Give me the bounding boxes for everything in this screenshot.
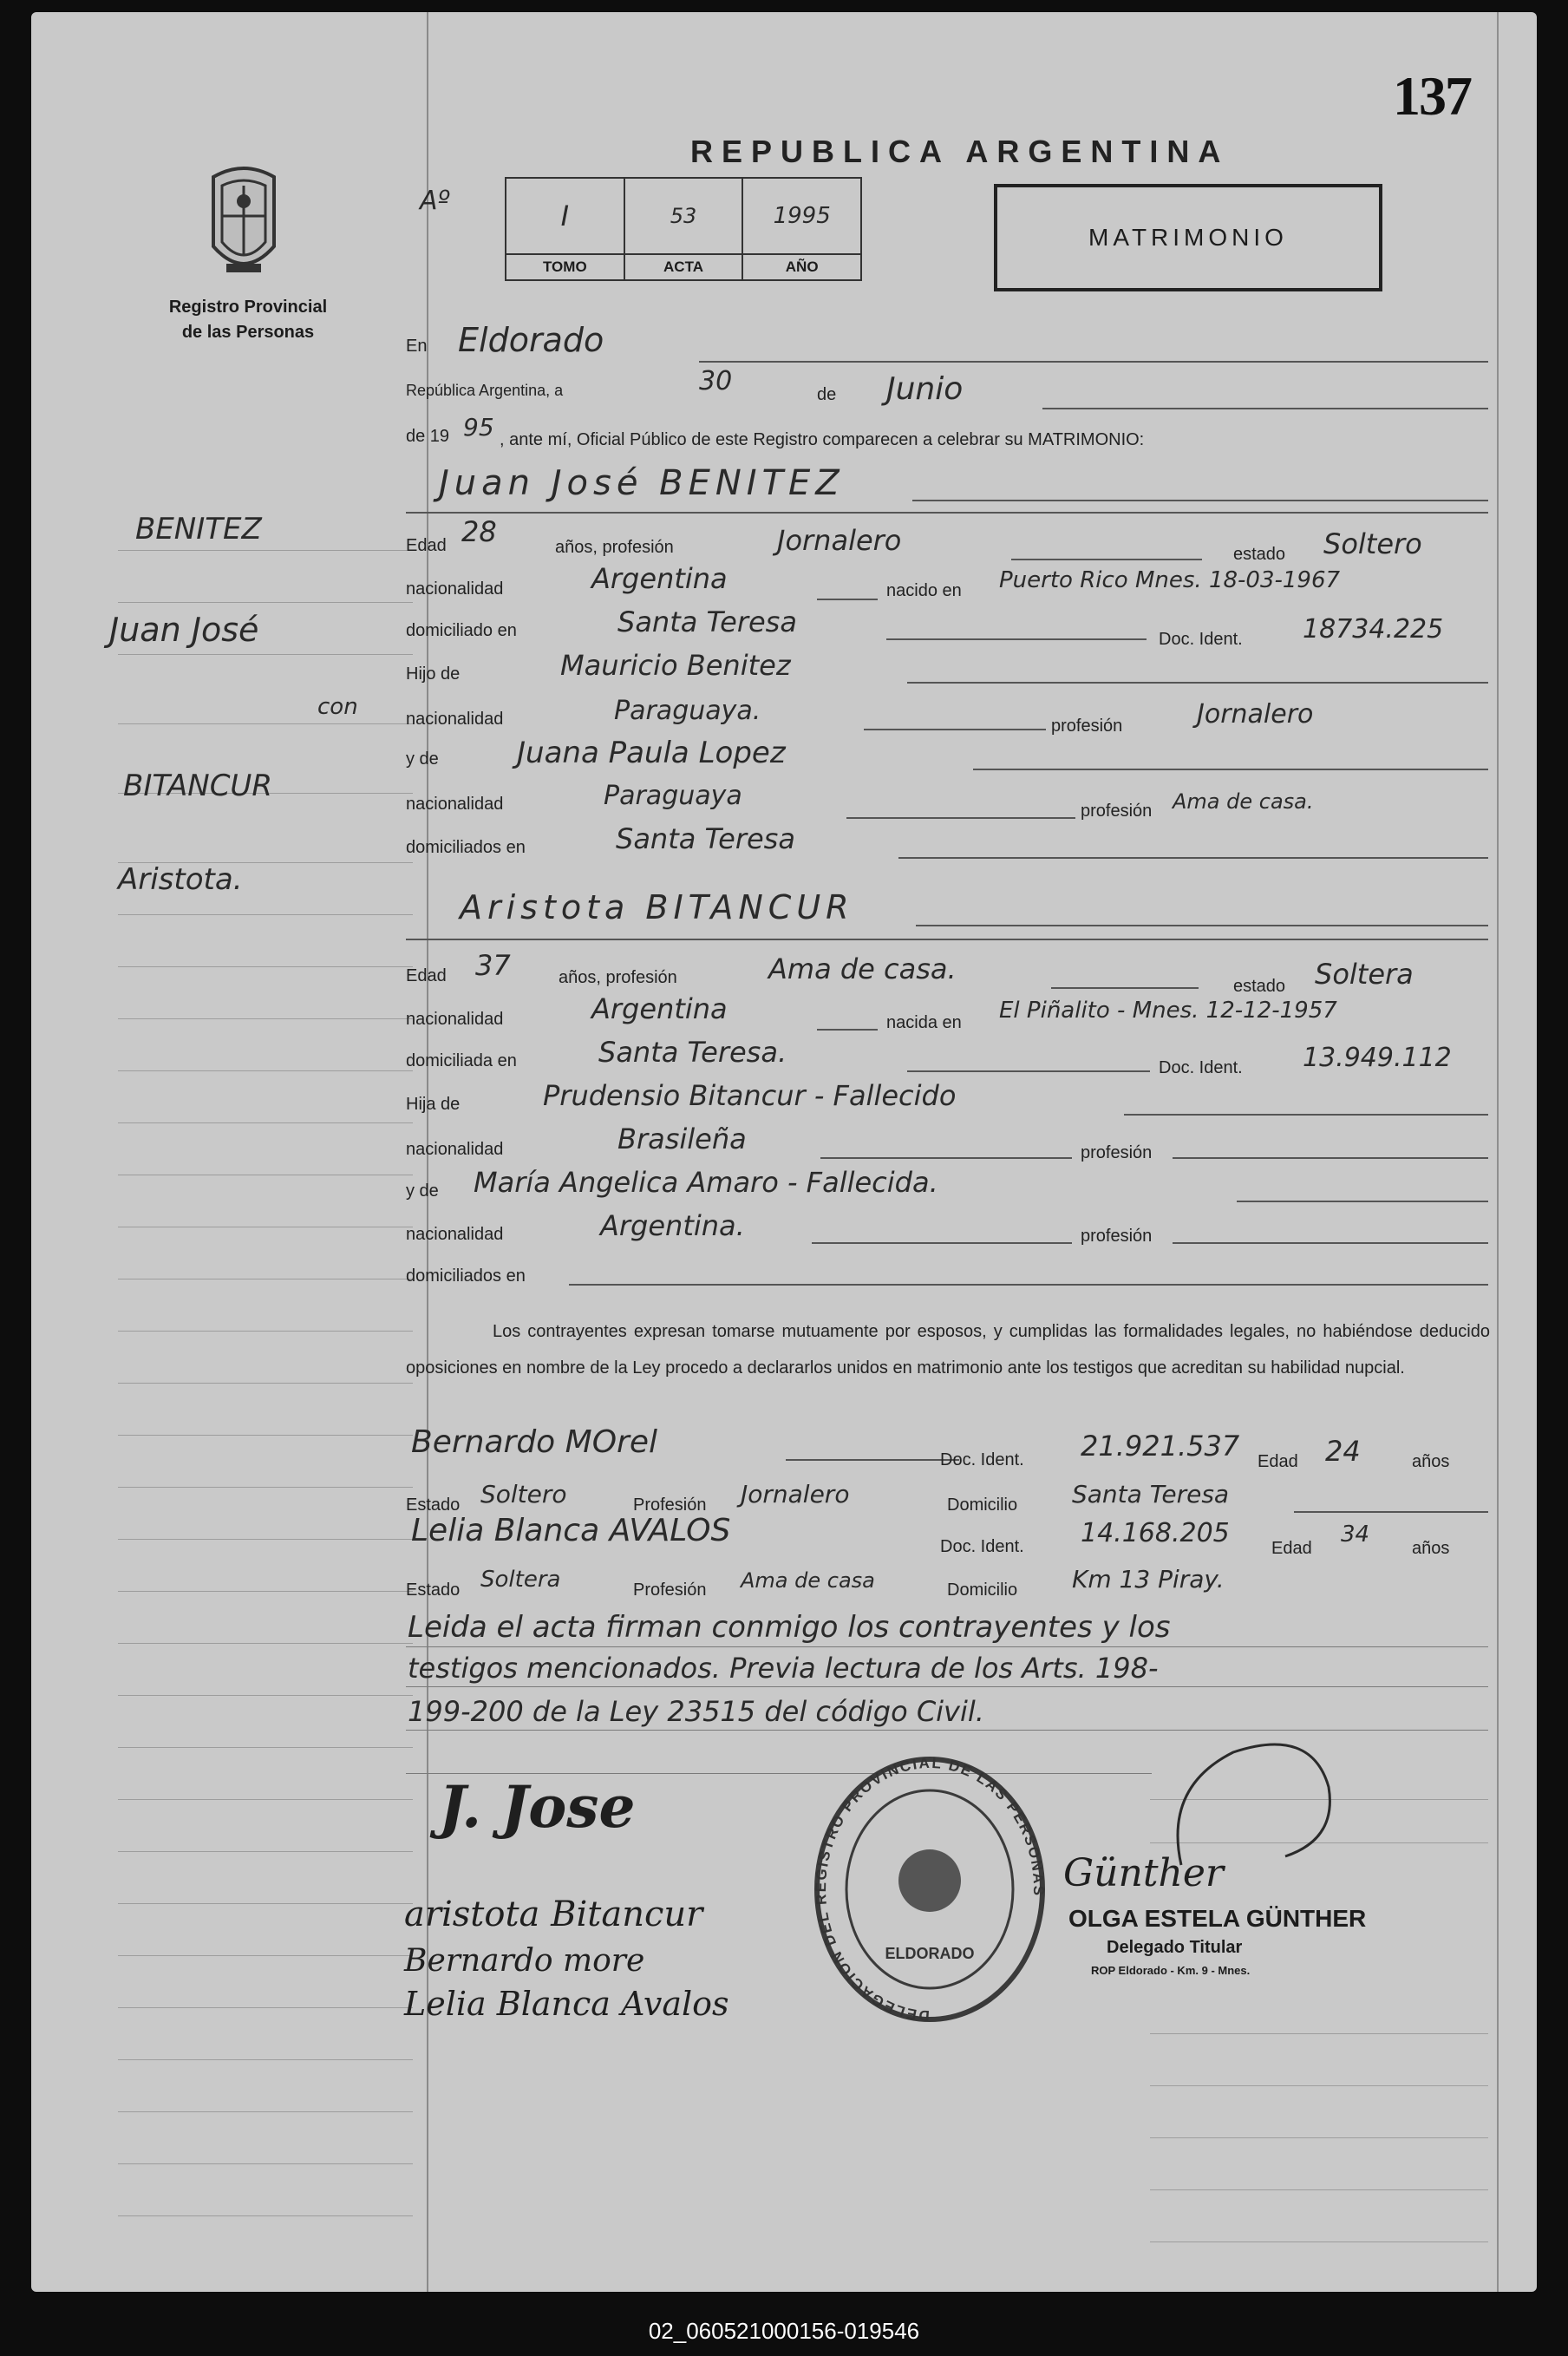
bride-nationality: Argentina [591, 992, 728, 1025]
witness2-signature: Lelia Blanca Avalos [404, 1985, 729, 2023]
witness2-years-label: años [1412, 1539, 1450, 1558]
bride-mother-nat-label: nacionalidad [406, 1225, 504, 1244]
groom-status: Soltero [1323, 527, 1422, 560]
closing-line-2: testigos mencionados. Previa lectura de los Arts. 198- [408, 1652, 1159, 1685]
margin-surname-bride: BITANCUR [123, 769, 272, 803]
margin-name-bride: Aristota. [118, 862, 243, 897]
bride-mother: María Angelica Amaro - Fallecida. [474, 1166, 938, 1199]
groom-father-label: Hijo de [406, 664, 461, 684]
stamp-city: ELDORADO [885, 1945, 975, 1962]
bride-age-label: Edad [406, 966, 447, 985]
groom-mother-label: y de [406, 749, 439, 769]
bride-doc-label: Doc. Ident. [1159, 1058, 1243, 1077]
witness2-dom-label: Domicilio [947, 1580, 1018, 1600]
republica-label: República Argentina, a [406, 382, 564, 399]
closing-line-1: Leida el acta firman conmigo los contrayentes y los [408, 1610, 1171, 1645]
witness1-name: Bernardo MOrel [411, 1424, 657, 1460]
office-line-2: de las Personas [181, 323, 315, 342]
year-prefix: de 19 [406, 427, 450, 446]
anio-cell [743, 179, 860, 279]
groom-signature: J. Jose [439, 1773, 636, 1841]
witness1-age-label: Edad [1258, 1452, 1298, 1471]
witness2-status: Soltera [480, 1567, 561, 1593]
groom-doc-label: Doc. Ident. [1159, 630, 1243, 649]
margin-name-groom: Juan José [109, 611, 259, 649]
right-border [1497, 12, 1499, 2292]
office-line-1: Registro Provincial [168, 298, 328, 317]
witness1-prof-label: Profesión [633, 1495, 707, 1515]
groom-nationality: Argentina [591, 562, 728, 595]
registry-number-box [505, 177, 862, 281]
page-number: 137 [1393, 65, 1471, 127]
groom-status-label: estado [1233, 545, 1286, 564]
groom-born-label: nacido en [886, 581, 962, 600]
official-role: Delegado Titular [1107, 1938, 1243, 1957]
anio-label: AÑO [743, 253, 860, 279]
witness2-profession: Ama de casa [741, 1568, 875, 1593]
groom-doc: 18734.225 [1303, 614, 1444, 645]
groom-age-label: Edad [406, 536, 447, 555]
bride-age: 37 [475, 949, 511, 982]
registry-office-name [144, 295, 352, 345]
declaration-paragraph [406, 1313, 1490, 1386]
tomo-value: I [560, 200, 570, 232]
bride-profession-label: años, profesión [559, 968, 677, 987]
groom-mother-nationality: Paraguaya [604, 781, 742, 811]
acta-label: ACTA [625, 253, 742, 279]
country-heading: REPUBLICA ARGENTINA [690, 134, 1230, 169]
bride-born-label: nacida en [886, 1013, 962, 1032]
closing-line-3: 199-200 de la Ley 23515 del código Civil. [408, 1695, 984, 1728]
stamp-text: DELEGACION DEL REGISTRO PROVINCIAL DE LAS PERSONAS [812, 1754, 1048, 2025]
year-suffix: 95 [463, 413, 494, 442]
witness2-doc: 14.168.205 [1081, 1518, 1230, 1548]
groom-name: Juan José BENITEZ [439, 463, 845, 503]
witness2-name: Lelia Blanca AVALOS [411, 1513, 731, 1548]
bride-status: Soltera [1315, 958, 1414, 991]
witness1-doc-label: Doc. Ident. [940, 1450, 1024, 1469]
bride-mother-prof-label: profesión [1081, 1227, 1153, 1246]
witness1-profession: Jornalero [741, 1480, 850, 1508]
bride-name: Aristota BITANCUR [460, 888, 854, 926]
bride-domicile-label: domiciliada en [406, 1051, 517, 1070]
groom-father-nat-label: nacionalidad [406, 710, 504, 729]
acta-value: 53 [670, 204, 697, 228]
en-label: En [406, 337, 428, 356]
witness1-dom-label: Domicilio [947, 1495, 1018, 1515]
official-name: OLGA ESTELA GÜNTHER [1068, 1905, 1367, 1932]
groom-father-nationality: Paraguaya. [614, 696, 761, 726]
bride-signature: aristota Bitancur [404, 1895, 703, 1934]
place-value: Eldorado [458, 321, 604, 359]
bride-father-nat-label: nacionalidad [406, 1140, 504, 1159]
groom-mother-nat-label: nacionalidad [406, 795, 504, 814]
certificate-page [31, 12, 1537, 2292]
bride-father-prof-label: profesión [1081, 1143, 1153, 1162]
bride-parents-dom-label: domiciliados en [406, 1266, 526, 1286]
intro-text: , ante mí, Oficial Público de este Registro comparecen a celebrar su MATRIMONIO: [500, 430, 1145, 449]
witness1-status: Soltero [480, 1480, 567, 1508]
margin-surname-groom: BENITEZ [135, 512, 262, 546]
groom-domicile: Santa Teresa [617, 605, 797, 638]
bride-status-label: estado [1233, 977, 1286, 996]
official-address: ROP Eldorado - Km. 9 - Mnes. [1091, 1964, 1251, 1977]
witness1-years-label: años [1412, 1452, 1450, 1471]
groom-father-prof-label: profesión [1051, 717, 1123, 736]
witness1-signature: Bernardo more [404, 1943, 645, 1979]
witness2-age-label: Edad [1271, 1539, 1312, 1558]
bride-mother-nationality: Argentina. [600, 1209, 745, 1242]
witness1-doc: 21.921.537 [1081, 1430, 1240, 1463]
document-type-box: MATRIMONIO [994, 184, 1382, 291]
official-signature: Günther [1063, 1851, 1224, 1895]
bride-profession: Ama de casa. [768, 952, 957, 985]
groom-domicile-label: domiciliado en [406, 621, 517, 640]
declaration-text: Los contrayentes expresan tomarse mutuamente por esposos, y cumplidas las formalidades legales, no habiéndose deducido oposiciones en nombre de la Ley procedo a declararlos unidos en matrimonio ante los testigos que acreditan su habilidad nupcial. [406, 1322, 1490, 1378]
registry-prefix: Aº [420, 186, 450, 216]
bride-doc: 13.949.112 [1303, 1043, 1452, 1073]
groom-profession-label: años, profesión [555, 538, 674, 557]
margin-connector: con [317, 694, 358, 720]
bride-father: Prudensio Bitancur - Fallecido [543, 1079, 957, 1112]
tomo-label: TOMO [506, 253, 624, 279]
groom-mother-prof-label: profesión [1081, 802, 1153, 821]
de-label: de [817, 385, 837, 404]
groom-nationality-label: nacionalidad [406, 579, 504, 599]
bride-nationality-label: nacionalidad [406, 1010, 504, 1029]
witness2-prof-label: Profesión [633, 1580, 707, 1600]
coat-of-arms-icon [196, 160, 291, 281]
bride-mother-label: y de [406, 1181, 439, 1201]
groom-age: 28 [461, 515, 497, 548]
acta-cell [625, 179, 744, 279]
official-stamp-icon [808, 1751, 1051, 2028]
witness2-age: 34 [1341, 1522, 1370, 1548]
groom-father-profession: Jornalero [1197, 699, 1314, 730]
month-value: Junio [886, 371, 964, 407]
day-value: 30 [699, 366, 733, 396]
bride-domicile: Santa Teresa. [598, 1036, 787, 1069]
groom-parents-dom-label: domiciliados en [406, 838, 526, 857]
witness2-doc-label: Doc. Ident. [940, 1537, 1024, 1556]
groom-profession: Jornalero [777, 524, 902, 557]
groom-birth: Puerto Rico Mnes. 18-03-1967 [999, 567, 1341, 593]
bride-birth: El Piñalito - Mnes. 12-12-1957 [999, 998, 1337, 1024]
official-signature-loop-icon [1155, 1735, 1337, 1874]
tomo-cell [506, 179, 625, 279]
witness1-status-label: Estado [406, 1495, 461, 1515]
anio-value: 1995 [773, 203, 831, 229]
groom-mother-profession: Ama de casa. [1173, 789, 1314, 814]
groom-parents-domicile: Santa Teresa [616, 822, 795, 855]
groom-father: Mauricio Benitez [560, 649, 791, 682]
bride-father-nationality: Brasileña [617, 1122, 747, 1155]
witness1-age: 24 [1325, 1435, 1361, 1468]
witness2-domicile: Km 13 Piray. [1072, 1565, 1225, 1594]
witness1-domicile: Santa Teresa [1072, 1480, 1230, 1508]
groom-mother: Juana Paula Lopez [517, 736, 786, 770]
footer-image-id: 02_060521000156-019546 [648, 2317, 920, 2344]
bride-father-label: Hija de [406, 1095, 461, 1114]
witness2-status-label: Estado [406, 1580, 461, 1600]
